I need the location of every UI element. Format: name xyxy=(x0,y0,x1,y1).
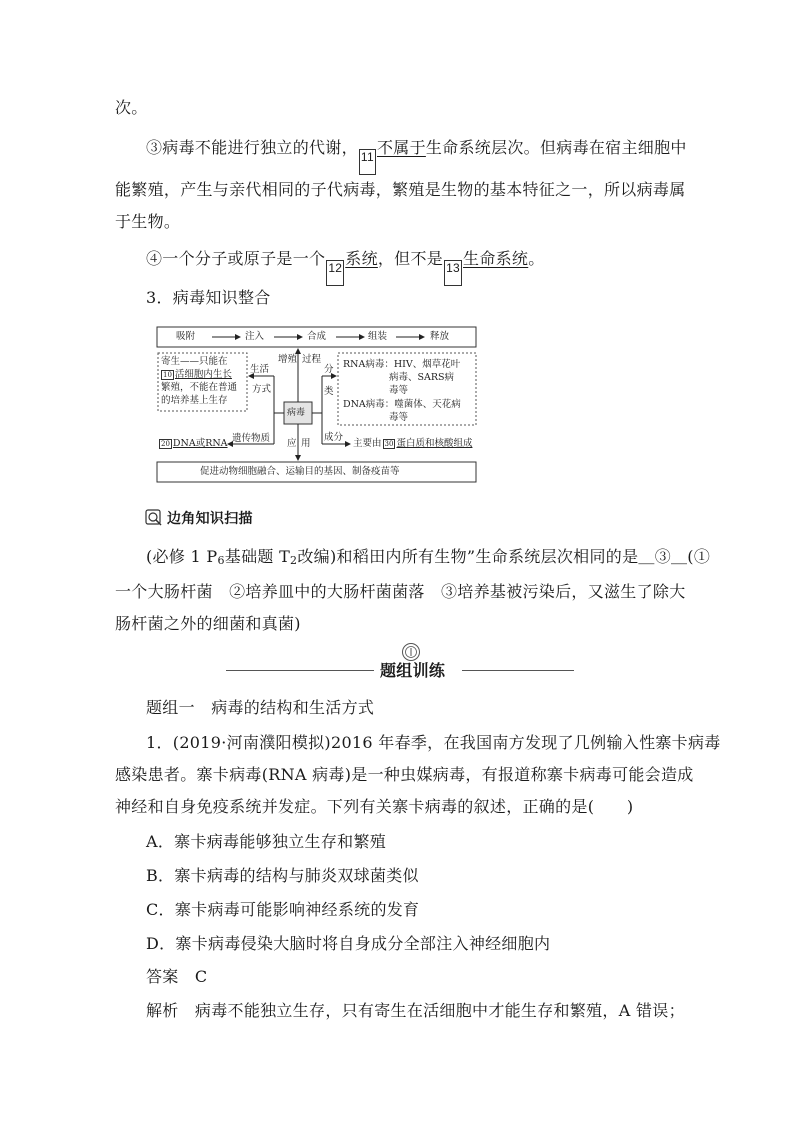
text: ③病毒不能进行独立的代谢， xyxy=(146,138,358,157)
virus-knowledge-diagram xyxy=(156,326,478,484)
subscript: 2 xyxy=(290,554,298,567)
analysis-line xyxy=(146,1001,685,1021)
option-a: A．寨卡病毒能够独立生存和繁殖 xyxy=(146,832,387,851)
question-1-line-3: 神经和自身免疫系统并发症。下列有关寨卡病毒的叙述，正确的是( ) xyxy=(115,797,634,816)
answer-text: 生命系统 xyxy=(463,249,529,268)
label-process: 过程 xyxy=(302,354,322,365)
scan-line-1 xyxy=(146,547,710,571)
application-row: 促进动物细胞融合、运输目的基因、制备疫苗等 xyxy=(200,466,400,477)
step-synthesize: 合成 xyxy=(307,331,327,342)
label-genetic: 遗传物质 xyxy=(232,433,271,444)
text: 基础题 T xyxy=(224,547,291,566)
label-life: 生活 xyxy=(250,364,270,375)
step-assemble: 组装 xyxy=(368,331,388,342)
subscript: 6 xyxy=(217,554,225,567)
text: 主要由 xyxy=(353,438,382,449)
answer-text: 不属于 xyxy=(376,138,426,157)
scan-title: 边角知识扫描 xyxy=(167,511,253,527)
paragraph-3-line-1 xyxy=(146,138,687,175)
badge-icon xyxy=(401,642,421,662)
center-virus: 病毒 xyxy=(287,408,306,418)
text: ，但不是 xyxy=(377,249,444,268)
divider-left xyxy=(226,670,374,671)
magnifier-icon xyxy=(145,509,163,527)
answer-label: 答案 xyxy=(146,967,179,986)
para-continuation: 次。 xyxy=(115,98,148,117)
genetic-material xyxy=(159,438,228,450)
blank-number: 30 xyxy=(384,440,394,448)
option-b: B．寨卡病毒的结构与肺炎双球菌类似 xyxy=(146,866,419,885)
divider-right xyxy=(462,670,574,671)
question-1-line-2: 感染患者。寨卡病毒(RNA 病毒)是一种虫媒病毒，有报道称寨卡病毒可能会造成 xyxy=(115,765,694,784)
class-box-line-3: 毒等 xyxy=(389,385,409,396)
text: DNA或RNA xyxy=(172,438,228,449)
composition-text xyxy=(353,438,472,450)
text: 生命系统层次。但病毒在宿主细胞中 xyxy=(425,138,687,157)
step-release: 释放 xyxy=(430,331,450,342)
class-box-line-1: RNA病毒：HIV、烟草花叶 xyxy=(343,359,461,370)
group-title: 题组训练 xyxy=(380,661,446,680)
class-box-line-4: DNA病毒：噬菌体、天花病 xyxy=(343,399,461,410)
blank-number: 12 xyxy=(326,260,344,286)
step-inject: 注入 xyxy=(245,331,265,342)
life-box-line-4: 的培养基上生存 xyxy=(161,395,228,406)
option-d: D．寨卡病毒侵染大脑时将自身成分全部注入神经细胞内 xyxy=(146,934,551,953)
blank-number: 13 xyxy=(444,260,462,286)
label-app-2: 用 xyxy=(301,438,311,449)
paragraph-4 xyxy=(146,249,545,286)
scan-line-2: 一个大肠杆菌 ②培养皿中的大肠杆菌菌落 ③培养基被污染后，又滋生了除大 xyxy=(115,582,686,601)
label-composition: 成分 xyxy=(324,432,344,443)
answer-text: 系统 xyxy=(345,249,378,268)
text: (① xyxy=(687,547,711,566)
text: 。 xyxy=(528,249,545,268)
label-app-1: 应 xyxy=(287,438,297,449)
life-box-line-1: 寄生——只能在 xyxy=(161,356,228,367)
text: 蛋白质和核酸组成 xyxy=(396,438,473,449)
section-heading: 3．病毒知识整合 xyxy=(146,288,271,307)
option-c: C．寨卡病毒可能影响神经系统的发育 xyxy=(146,900,420,919)
step-adsorb: 吸附 xyxy=(176,331,196,342)
label-way: 方式 xyxy=(252,384,272,395)
label-prolif: 增殖 xyxy=(278,354,298,365)
answer-line xyxy=(146,967,207,987)
text: (必修 1 P xyxy=(146,547,218,566)
group-1-heading: 题组一 病毒的结构和生活方式 xyxy=(146,698,375,717)
analysis-label: 解析 xyxy=(146,1001,179,1020)
paragraph-3-line-3: 于生物。 xyxy=(115,212,181,231)
blank-number: 20 xyxy=(161,440,170,448)
blank-number: 10 xyxy=(163,371,172,379)
answer-text: ＿③＿ xyxy=(638,547,688,566)
label-class-1: 分 xyxy=(324,364,334,375)
text: ④一个分子或原子是一个 xyxy=(146,249,326,268)
blank-number: 11 xyxy=(359,149,376,175)
label-class-2: 类 xyxy=(324,386,334,397)
paragraph-3-line-2: 能繁殖，产生与亲代相同的子代病毒，繁殖是生物的基本特征之一，所以病毒属 xyxy=(115,180,686,199)
class-box-line-2: 病毒、SARS病 xyxy=(389,372,455,383)
scan-line-3: 肠杆菌之外的细菌和真菌) xyxy=(115,614,301,633)
text: 改编)和稻田内所有生物”生命系统层次相同的是 xyxy=(297,547,639,566)
analysis-text: 病毒不能独立生存，只有寄生在活细胞中才能生存和繁殖，A 错误； xyxy=(194,1001,685,1020)
life-box-line-2 xyxy=(161,369,232,381)
answer-value: C xyxy=(194,967,208,986)
class-box-line-5: 毒等 xyxy=(389,412,409,423)
question-1-line-1: 1．(2019·河南濮阳模拟)2016 年春季，在我国南方发现了几例输入性寨卡病毒 xyxy=(146,733,721,752)
text: 活细胞内生长 xyxy=(174,369,232,380)
life-box-line-3: 繁殖，不能在普通 xyxy=(161,382,238,393)
